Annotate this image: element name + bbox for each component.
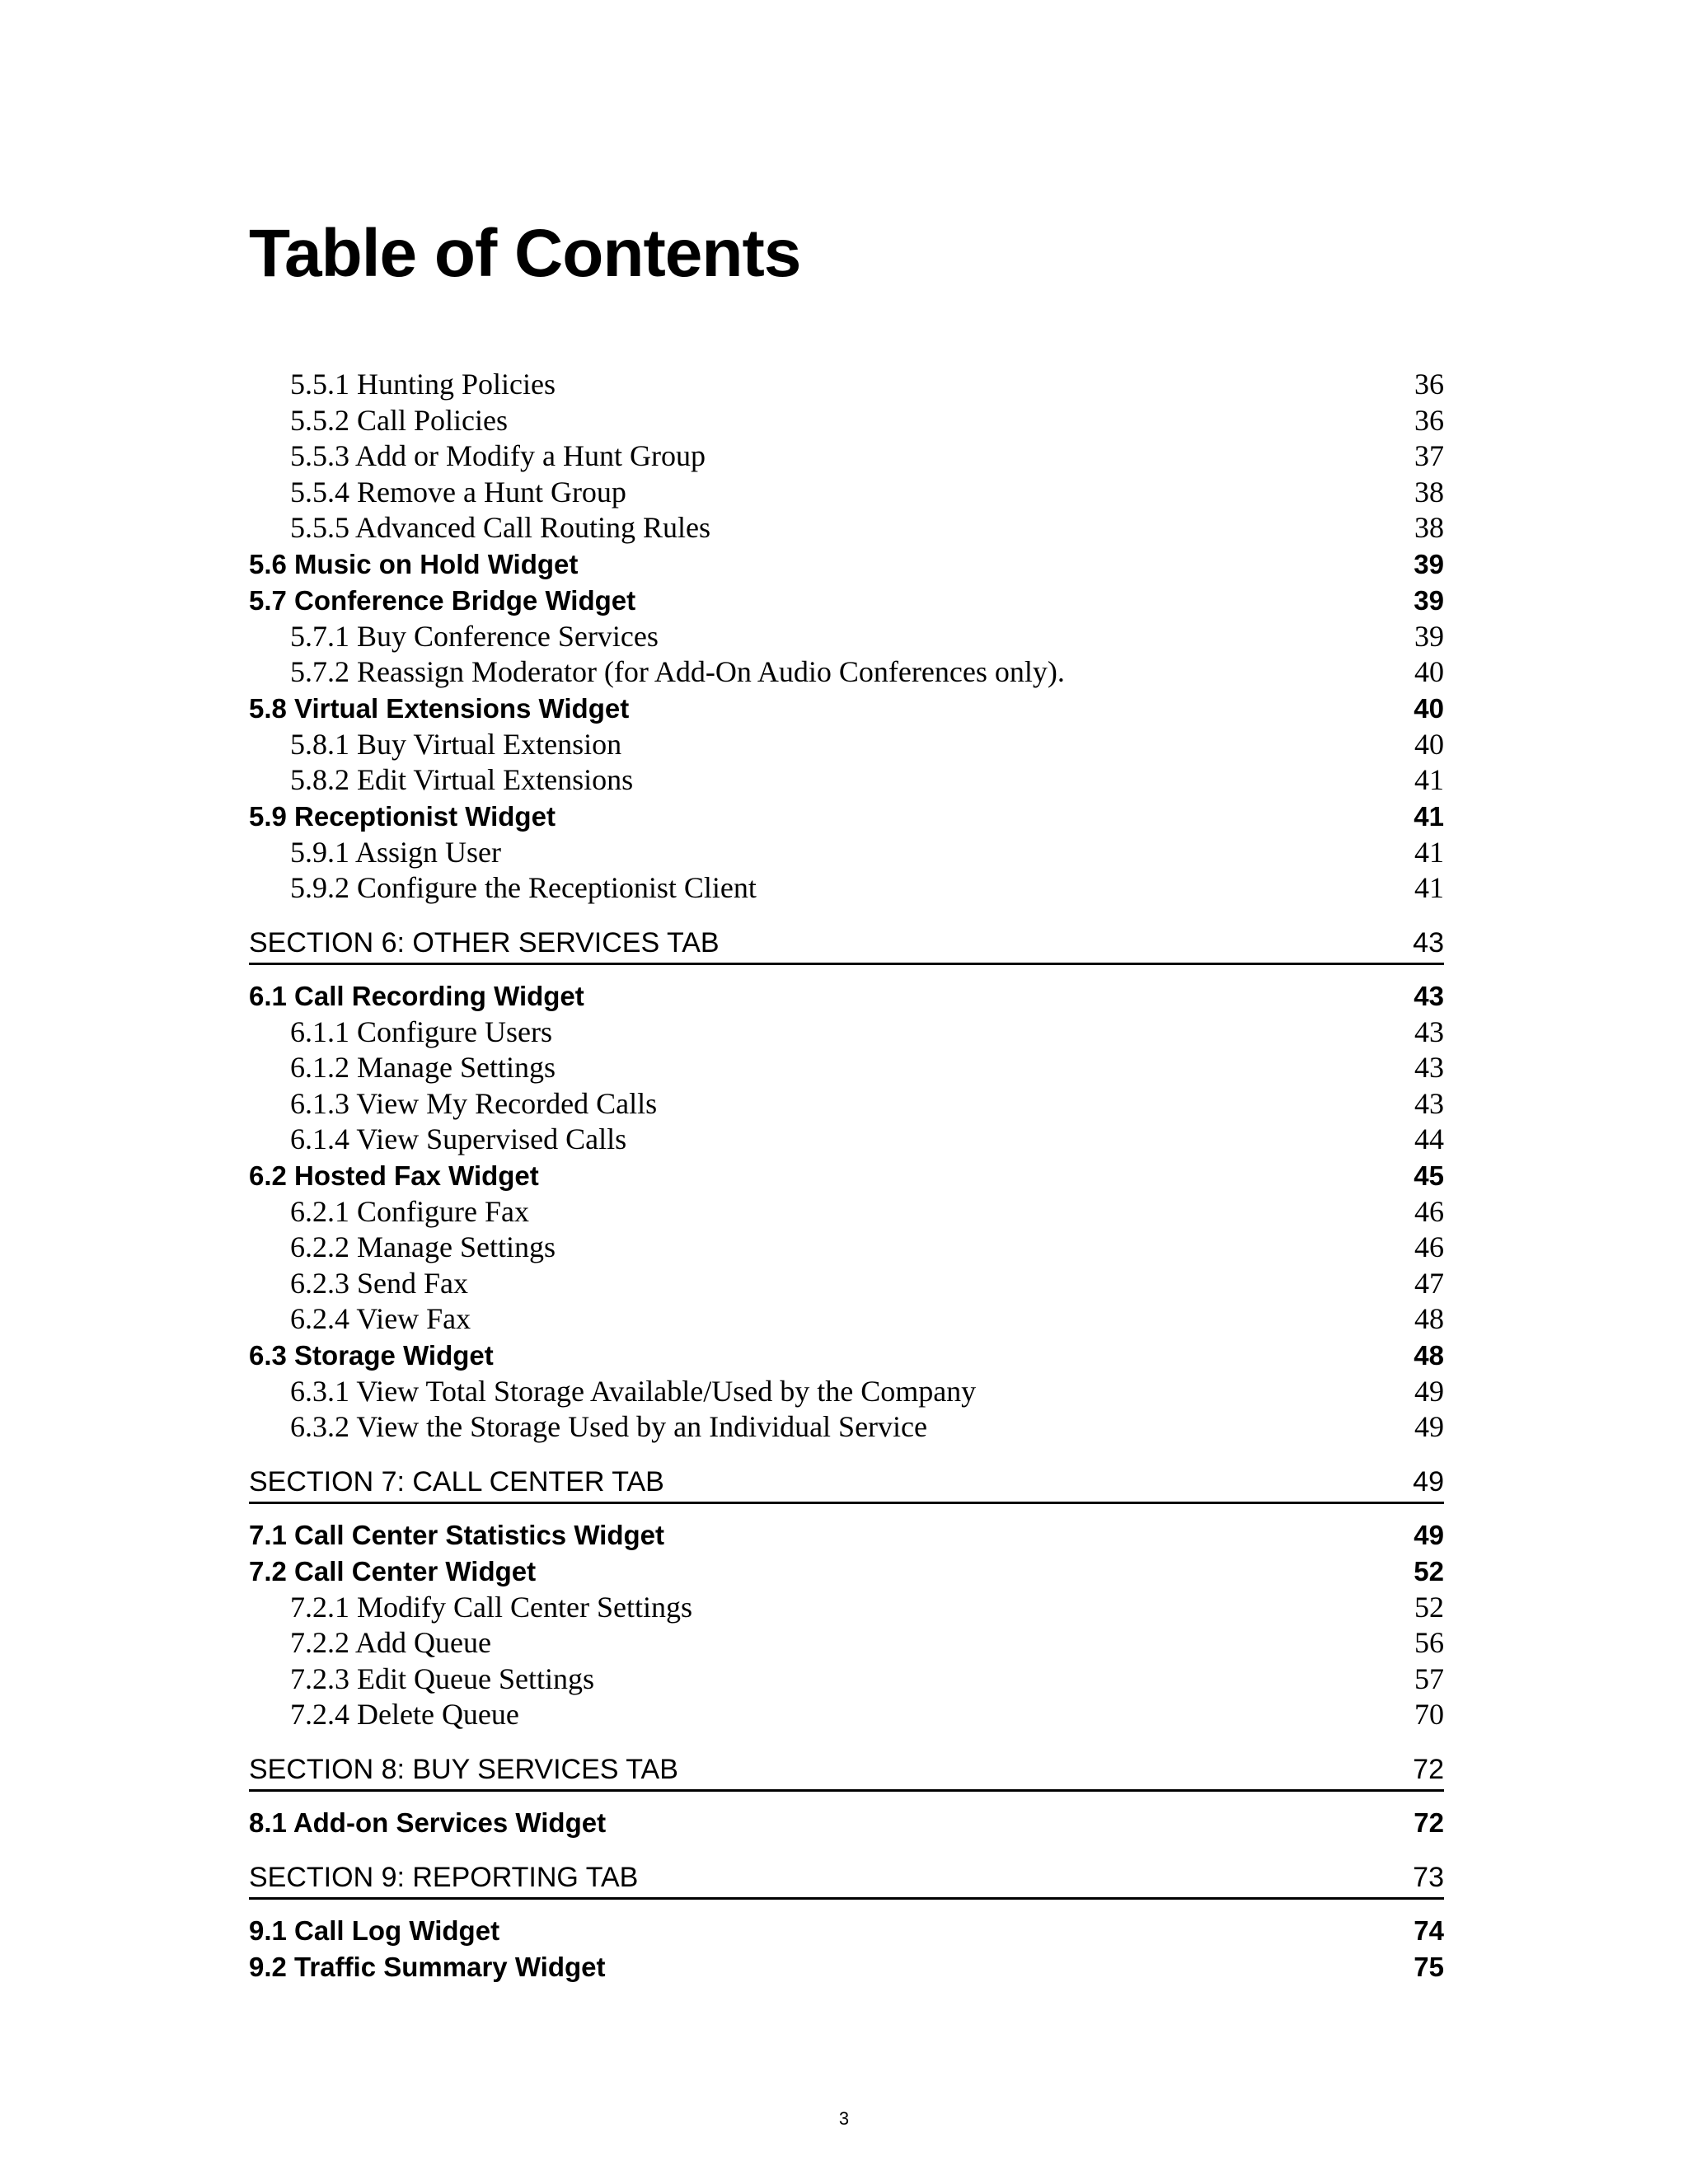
toc-entry-label: 5.8.2 Edit Virtual Extensions xyxy=(290,763,634,796)
toc-entry-page: 48 xyxy=(1414,1302,1444,1335)
toc-entry-page: 49 xyxy=(1414,1519,1444,1550)
toc-entry-label: 5.5.2 Call Policies xyxy=(290,403,508,437)
toc-entry-page: 41 xyxy=(1414,871,1444,904)
toc-entry-page: 56 xyxy=(1414,1626,1444,1659)
toc-entry-subsection[interactable] xyxy=(249,367,1444,403)
toc-entry-label: 5.5.3 Add or Modify a Hunt Group xyxy=(290,439,706,472)
toc-entry-heading[interactable] xyxy=(249,1338,1444,1374)
toc-entry-page: 41 xyxy=(1414,835,1444,869)
toc-entry-subsection[interactable] xyxy=(249,654,1444,691)
toc-entry-label: 6.2.4 View Fax xyxy=(290,1302,471,1335)
toc-entry-heading[interactable] xyxy=(249,691,1444,727)
toc-entry-label: 6.1.4 View Supervised Calls xyxy=(290,1122,627,1155)
toc-entry-page: 40 xyxy=(1414,727,1444,761)
toc-section-label: SECTION 7: CALL CENTER TAB xyxy=(249,1465,664,1497)
toc-entry-page: 37 xyxy=(1414,439,1444,472)
toc-entry-page: 39 xyxy=(1414,584,1444,616)
toc-entry-heading[interactable] xyxy=(249,583,1444,619)
toc-entry-page: 45 xyxy=(1414,1160,1444,1191)
toc-entry-heading[interactable] xyxy=(249,1158,1444,1194)
toc-entry-subsection[interactable] xyxy=(249,1409,1444,1446)
page-number: 3 xyxy=(838,2108,850,2129)
toc-entry-label: 5.6 Music on Hold Widget xyxy=(249,548,579,579)
toc-entry-page: 52 xyxy=(1414,1555,1444,1586)
toc-entry-subsection[interactable] xyxy=(249,1266,1444,1302)
toc-entry-subsection[interactable] xyxy=(249,1050,1444,1086)
toc-entry-subsection[interactable] xyxy=(249,403,1444,439)
toc-entry-subsection[interactable] xyxy=(249,1374,1444,1410)
toc-entry-label: 6.1.2 Manage Settings xyxy=(290,1051,556,1084)
toc-entry-label: 5.9.1 Assign User xyxy=(290,835,502,869)
toc-entry-subsection[interactable] xyxy=(249,438,1444,475)
toc-entry-page: 43 xyxy=(1414,980,1444,1011)
toc-entry-page: 49 xyxy=(1414,1374,1444,1408)
toc-entry-heading[interactable] xyxy=(249,1805,1444,1841)
toc-entry-subsection[interactable] xyxy=(249,870,1444,907)
toc-entry-label: 6.1.1 Configure Users xyxy=(290,1015,552,1048)
toc-entry-label: 9.2 Traffic Summary Widget xyxy=(249,1951,606,1982)
toc-entry-label: 5.8 Virtual Extensions Widget xyxy=(249,692,630,724)
toc-entry-page: 49 xyxy=(1414,1410,1444,1443)
toc-entry-page: 52 xyxy=(1414,1590,1444,1624)
toc-entry-subsection[interactable] xyxy=(249,1194,1444,1230)
toc-entry-page: 75 xyxy=(1414,1951,1444,1982)
toc-entry-heading[interactable] xyxy=(249,1949,1444,1985)
toc-entry-page: 48 xyxy=(1414,1339,1444,1371)
toc-entry-label: 7.2.2 Add Queue xyxy=(290,1626,491,1659)
toc-entry-label: 5.7.2 Reassign Moderator (for Add-On Audio Conferences only). xyxy=(290,655,1065,688)
toc-entry-page: 47 xyxy=(1414,1266,1444,1300)
toc-entry-label: 7.2.4 Delete Queue xyxy=(290,1698,519,1731)
toc-entry-label: 7.2.3 Edit Queue Settings xyxy=(290,1661,594,1695)
toc-entry-page: 36 xyxy=(1414,368,1444,401)
toc-section-heading[interactable] xyxy=(249,1462,1444,1504)
toc-entry-page: 36 xyxy=(1414,403,1444,437)
toc-entry-subsection[interactable] xyxy=(249,1697,1444,1733)
toc-section-page: 43 xyxy=(1413,926,1444,958)
toc-entry-label: 7.2 Call Center Widget xyxy=(249,1555,537,1586)
toc-entry-page: 46 xyxy=(1414,1230,1444,1263)
toc-entry-page: 40 xyxy=(1414,655,1444,688)
toc-entry-subsection[interactable] xyxy=(249,1590,1444,1626)
toc-entry-label: 6.2.2 Manage Settings xyxy=(290,1230,556,1263)
toc-entry-subsection[interactable] xyxy=(249,510,1444,546)
toc-entry-heading[interactable] xyxy=(249,978,1444,1015)
toc-section-page: 72 xyxy=(1413,1753,1444,1785)
toc-entry-subsection[interactable] xyxy=(249,1230,1444,1266)
toc-entry-label: 6.3.1 View Total Storage Available/Used by the Company xyxy=(290,1374,977,1408)
toc-entry-page: 41 xyxy=(1414,800,1444,832)
toc-entry-page: 38 xyxy=(1414,475,1444,509)
toc-entry-label: 6.2.1 Configure Fax xyxy=(290,1194,529,1228)
table-of-contents xyxy=(249,367,1444,1985)
toc-entry-page: 39 xyxy=(1414,619,1444,653)
toc-entry-subsection[interactable] xyxy=(249,835,1444,871)
toc-entry-label: 9.1 Call Log Widget xyxy=(249,1915,500,1946)
toc-entry-subsection[interactable] xyxy=(249,1301,1444,1338)
toc-entry-label: 5.9.2 Configure the Receptionist Client xyxy=(290,871,757,904)
toc-entry-label: 7.1 Call Center Statistics Widget xyxy=(249,1519,665,1550)
toc-entry-heading[interactable] xyxy=(249,1554,1444,1590)
toc-entry-subsection[interactable] xyxy=(249,1625,1444,1661)
toc-entry-label: 5.5.1 Hunting Policies xyxy=(290,368,556,401)
toc-entry-page: 44 xyxy=(1414,1122,1444,1155)
toc-entry-label: 8.1 Add-on Services Widget xyxy=(249,1807,607,1838)
toc-entry-subsection[interactable] xyxy=(249,1086,1444,1122)
toc-entry-page: 70 xyxy=(1414,1698,1444,1731)
toc-entry-heading[interactable] xyxy=(249,799,1444,835)
toc-entry-label: 5.7.1 Buy Conference Services xyxy=(290,619,659,653)
toc-entry-label: 5.9 Receptionist Widget xyxy=(249,800,556,832)
toc-entry-page: 46 xyxy=(1414,1194,1444,1228)
toc-entry-heading[interactable] xyxy=(249,1517,1444,1554)
toc-entry-subsection[interactable] xyxy=(249,727,1444,763)
toc-entry-label: 5.8.1 Buy Virtual Extension xyxy=(290,727,622,761)
toc-entry-page: 57 xyxy=(1414,1661,1444,1695)
toc-entry-label: 5.7 Conference Bridge Widget xyxy=(249,584,636,616)
toc-entry-label: 5.5.5 Advanced Call Routing Rules xyxy=(290,511,710,544)
toc-entry-page: 41 xyxy=(1414,763,1444,796)
toc-section-page: 49 xyxy=(1413,1465,1444,1497)
toc-section-heading[interactable] xyxy=(249,923,1444,965)
toc-entry-page: 43 xyxy=(1414,1015,1444,1048)
toc-entry-subsection[interactable] xyxy=(249,475,1444,511)
toc-entry-label: 6.1.3 View My Recorded Calls xyxy=(290,1086,658,1120)
toc-entry-subsection[interactable] xyxy=(249,1122,1444,1158)
toc-entry-label: 6.2 Hosted Fax Widget xyxy=(249,1160,539,1191)
toc-section-page: 73 xyxy=(1413,1861,1444,1893)
toc-entry-page: 40 xyxy=(1414,692,1444,724)
toc-section-heading[interactable] xyxy=(249,1750,1444,1792)
toc-entry-page: 43 xyxy=(1414,1051,1444,1084)
toc-entry-subsection[interactable] xyxy=(249,1661,1444,1698)
page-title: Table of Contents xyxy=(249,216,801,291)
toc-section-label: SECTION 6: OTHER SERVICES TAB xyxy=(249,926,720,958)
toc-entry-label: 6.3.2 View the Storage Used by an Individual Service xyxy=(290,1410,927,1443)
toc-entry-label: 5.5.4 Remove a Hunt Group xyxy=(290,475,626,509)
toc-entry-page: 43 xyxy=(1414,1086,1444,1120)
toc-entry-label: 6.3 Storage Widget xyxy=(249,1339,494,1371)
toc-entry-page: 74 xyxy=(1414,1915,1444,1946)
toc-entry-label: 7.2.1 Modify Call Center Settings xyxy=(290,1590,692,1624)
toc-entry-label: 6.2.3 Send Fax xyxy=(290,1266,468,1300)
toc-entry-page: 39 xyxy=(1414,548,1444,579)
toc-entry-page: 72 xyxy=(1414,1807,1444,1838)
toc-section-label: SECTION 8: BUY SERVICES TAB xyxy=(249,1753,678,1785)
toc-section-label: SECTION 9: REPORTING TAB xyxy=(249,1861,639,1893)
toc-entry-subsection[interactable] xyxy=(249,619,1444,655)
toc-entry-subsection[interactable] xyxy=(249,1015,1444,1051)
toc-entry-heading[interactable] xyxy=(249,546,1444,583)
toc-entry-page: 38 xyxy=(1414,511,1444,544)
toc-section-heading[interactable] xyxy=(249,1858,1444,1900)
toc-entry-label: 6.1 Call Recording Widget xyxy=(249,980,584,1011)
toc-entry-heading[interactable] xyxy=(249,1913,1444,1949)
toc-entry-subsection[interactable] xyxy=(249,762,1444,799)
